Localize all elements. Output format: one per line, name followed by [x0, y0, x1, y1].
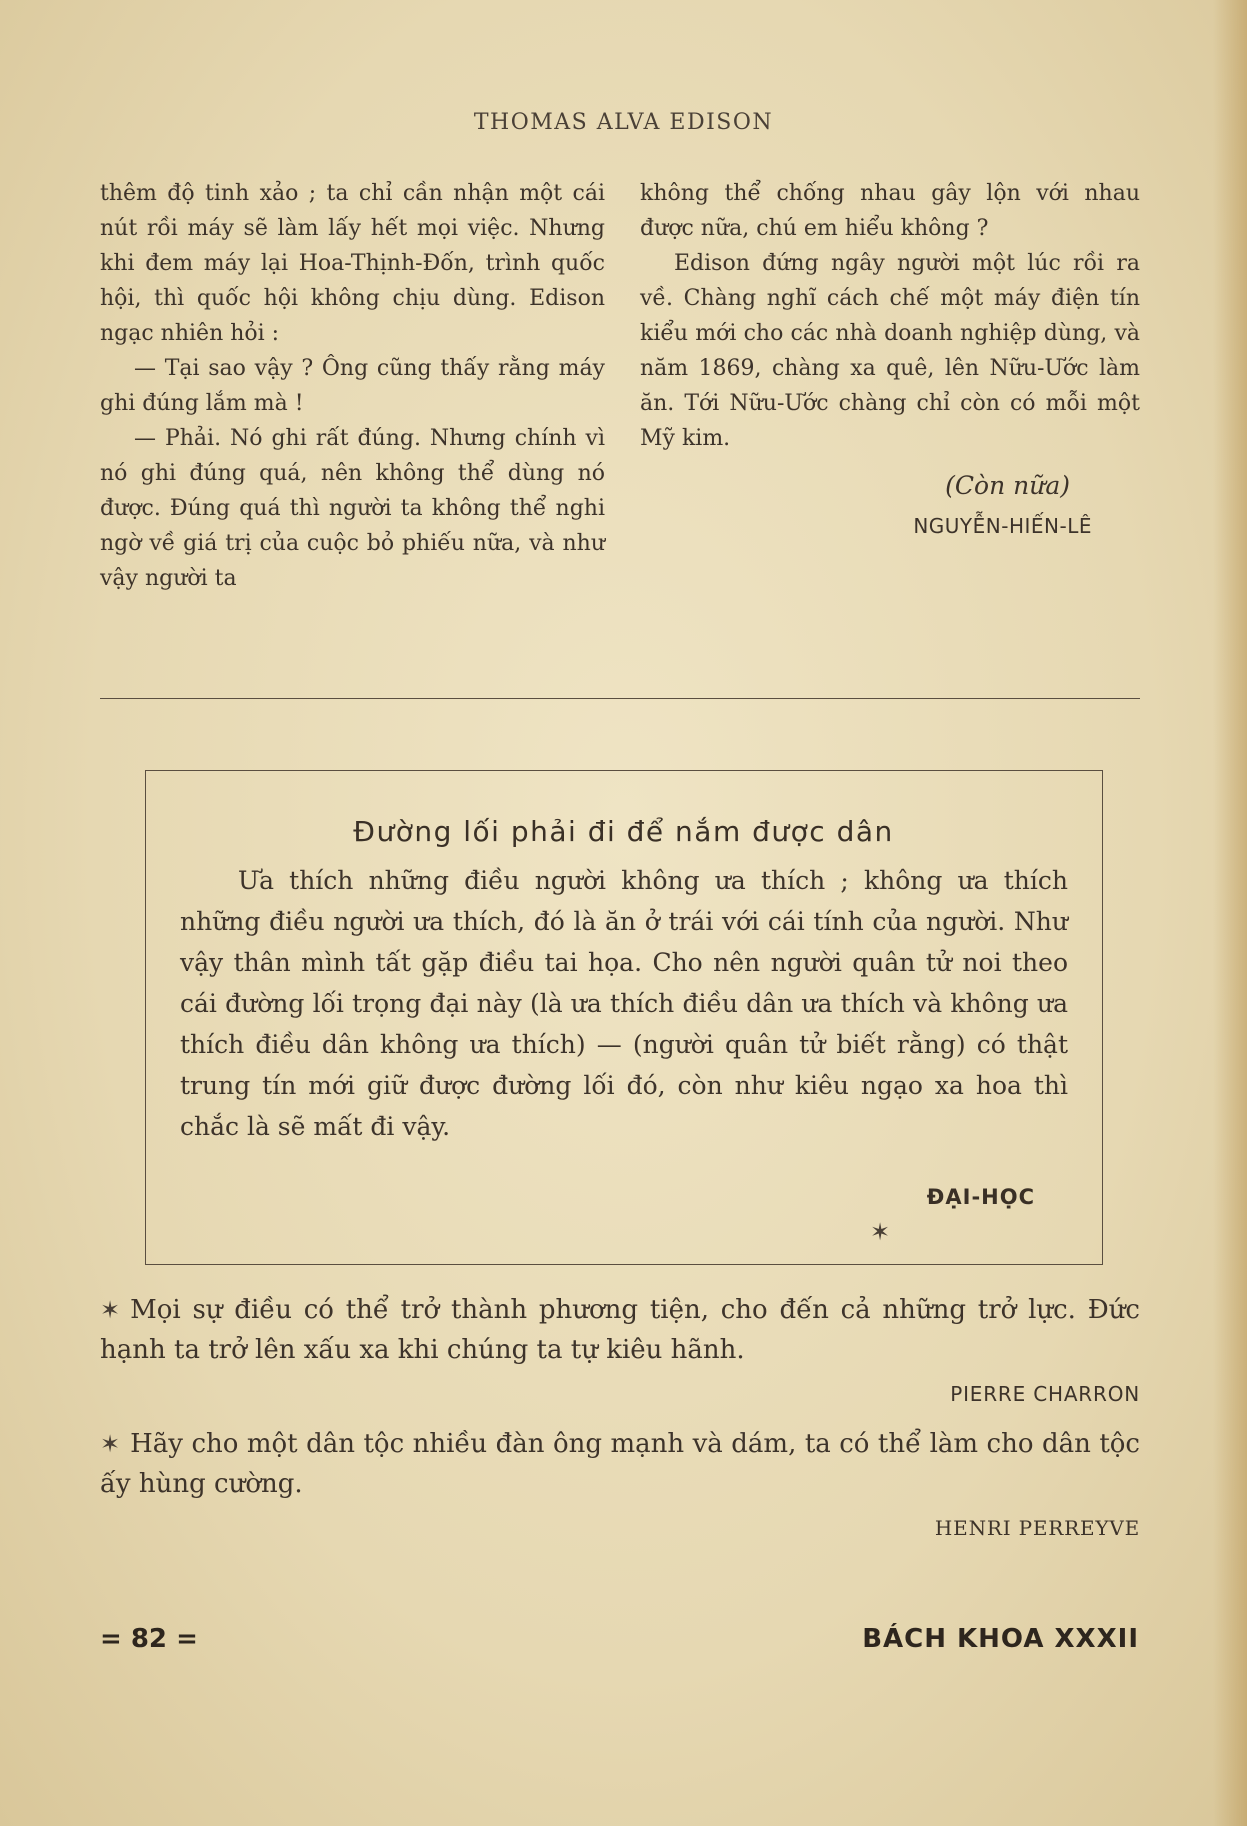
- article-paragraph: — Tại sao vậy ? Ông cũng thấy rằng máy ghi đúng lắm mà !: [100, 356, 605, 416]
- quote-box-body: [180, 860, 1068, 1147]
- quote-author: PIERRE CHARRON: [950, 1382, 1140, 1406]
- star-icon: ✶: [100, 1430, 121, 1458]
- quote-box-source: ĐẠI-HỌC: [926, 1185, 1035, 1209]
- running-header: THOMAS ALVA EDISON: [473, 110, 774, 135]
- quote-text: [100, 1290, 1140, 1370]
- quote-text-content: Mọi sự điều có thể trở thành phương tiện, cho đến cả những trở lực. Đức hạnh ta trở lên xấu xa khi chúng ta tự kiêu hãnh.: [100, 1295, 1140, 1365]
- quote-text-content: Hãy cho một dân tộc nhiều đàn ông mạnh và dám, ta có thể làm cho dân tộc ấy hùng cường.: [100, 1429, 1140, 1499]
- star-icon: ✶: [100, 1296, 121, 1324]
- article-author: NGUYỄN-HIẾN-LÊ: [913, 514, 1092, 538]
- article-paragraph: thêm độ tinh xảo ; ta chỉ cần nhận một cái nút rồi máy sẽ làm lấy hết mọi việc. Nhưng khi đem máy lại Hoa-Thịnh-Đốn, trình quốc hội, thì quốc hội không chịu dùng. Edison ngạc nhiên hỏi :: [100, 181, 605, 346]
- quote-box-title: Đường lối phải đi để nắm được dân: [353, 815, 894, 848]
- article-left-column: [100, 176, 605, 596]
- issue-title: BÁCH KHOA XXXII: [862, 1624, 1139, 1654]
- article-paragraph: — Phải. Nó ghi rất đúng. Nhưng chính vì nó ghi đúng quá, nên không thể dùng nó được. Đúng quá thì người ta không thể nghi ngờ về giá trị của cuộc bỏ phiếu nữa, và như vậy người ta: [100, 426, 605, 591]
- quote-author: HENRI PERREYVE: [934, 1516, 1140, 1540]
- page-edge-shadow: [1213, 0, 1247, 1826]
- page-number: = 82 =: [100, 1624, 198, 1654]
- section-divider: [100, 698, 1140, 699]
- quotes-section: [100, 1290, 1140, 1552]
- continued-note: (Còn nữa): [945, 471, 1070, 500]
- article-paragraph: Edison đứng ngây người một lúc rồi ra về. Chàng nghĩ cách chế một máy điện tín kiểu mới cho các nhà doanh nghiệp dùng, và năm 1869, chàng xa quê, lên Nữu-Ước làm ăn. Tới Nữu-Ước chàng chỉ còn có mỗi một Mỹ kim.: [640, 251, 1140, 451]
- quote-text: [100, 1424, 1140, 1504]
- quote-box-paragraph: Ưa thích những điều người không ưa thích ; không ưa thích những điều người ưa thích, đó là ăn ở trái với cái tính của người. Như vậy thân mình tất gặp điều tai họa. Cho nên người quân tử noi theo cái đường lối trọng đại này (là ưa thích điều dân ưa thích và không ưa thích điều dân không ưa thích) — (người quân tử biết rằng) có thật trung tín mới giữ được đường lối đó, còn như kiêu ngạo xa hoa thì chắc là sẽ mất đi vậy.: [180, 866, 1068, 1141]
- article-paragraph: không thể chống nhau gây lộn với nhau được nữa, chú em hiểu không ?: [640, 181, 1140, 241]
- star-icon: ✶: [870, 1218, 891, 1246]
- article-right-column: [640, 176, 1140, 544]
